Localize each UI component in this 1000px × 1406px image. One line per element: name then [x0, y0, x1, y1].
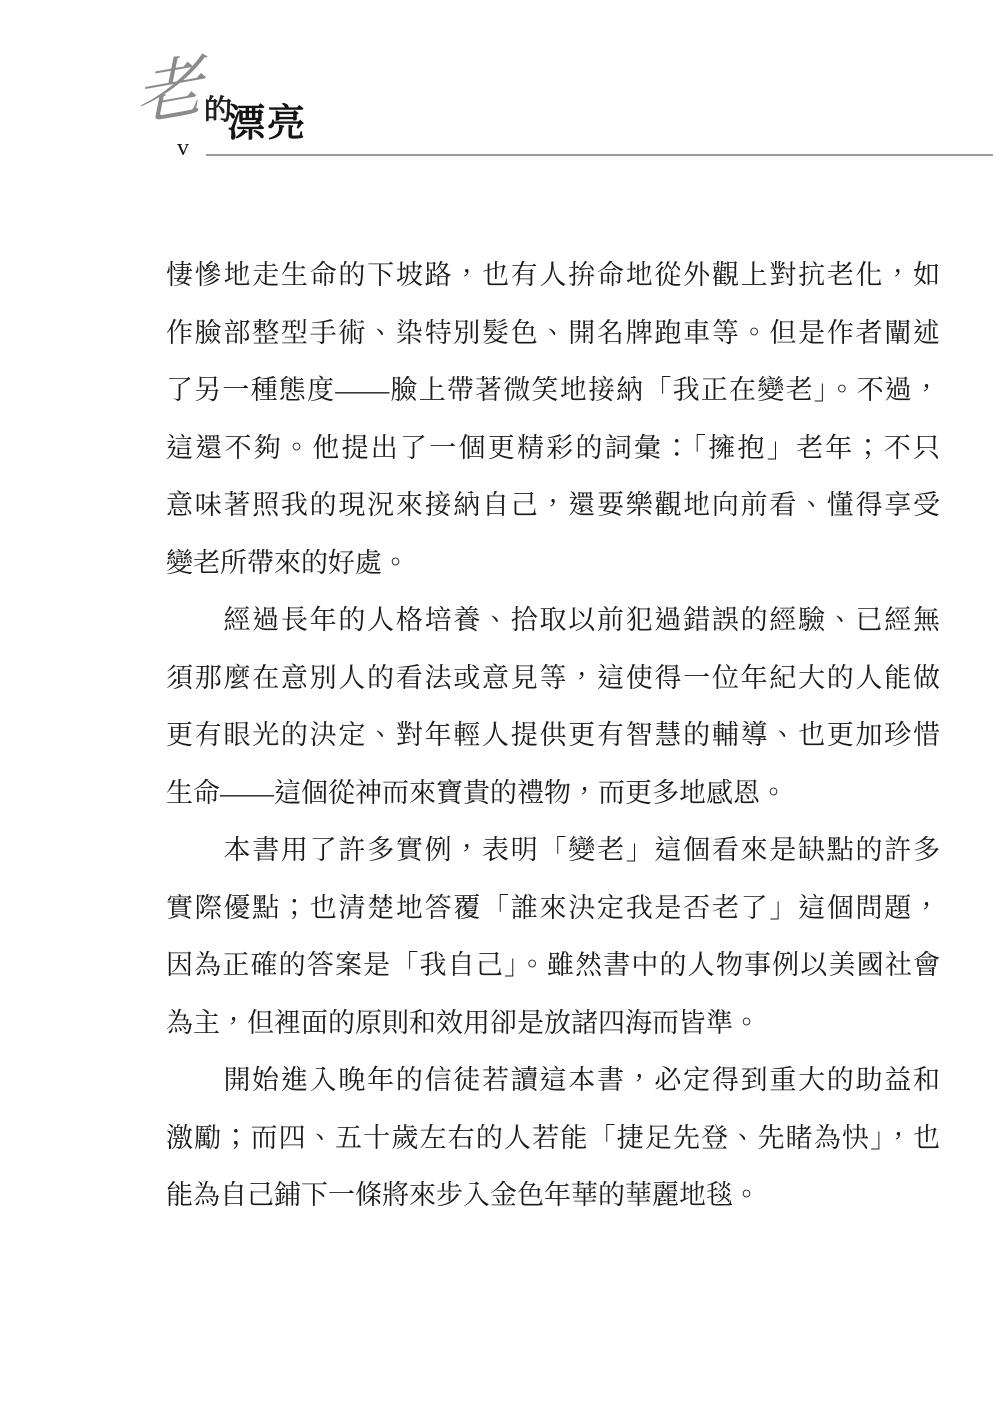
logo-title-text: 漂亮 — [227, 103, 308, 145]
text-line: 作臉部整型手術、染特別髮色、開名牌跑車等。但是作者闡述 — [166, 317, 940, 348]
text-line: 經過長年的人格培養、拾取以前犯過錯誤的經驗、已經無 — [166, 605, 940, 635]
text-line: 須那麼在意別人的看法或意見等，這使得一位年紀大的人能做 — [166, 662, 940, 693]
text-line: 變老所帶來的好處。 — [166, 547, 409, 578]
text-line: 能為自己鋪下一條將來步入金色年華的華麗地毯。 — [166, 1180, 760, 1210]
logo-de-char: 的 — [204, 95, 233, 126]
text-line: 為主，但裡面的原則和效用卻是放諸四海而皆準。 — [166, 1007, 760, 1038]
text-line: 意味著照我的現況來接納自己，還要樂觀地向前看、懂得享受 — [166, 490, 940, 520]
logo-calligraphy-lao: 老 — [133, 47, 203, 137]
text-line: 激勵；而四、五十歲左右的人若能「捷足先登、先睹為快」，也 — [166, 1122, 940, 1153]
paragraph — [166, 247, 940, 592]
text-line: 生命——這個從神而來寶貴的禮物，而更多地感恩。 — [166, 777, 787, 808]
text-line: 本書用了許多實例，表明「變老」這個看來是缺點的許多 — [166, 835, 940, 865]
body-text — [166, 247, 940, 1225]
paragraph — [166, 822, 940, 1052]
paragraph — [166, 1052, 940, 1225]
text-line: 開始進入晚年的信徒若讀這本書，必定得到重大的助益和 — [166, 1065, 940, 1095]
text-line: 實際優點；也清楚地答覆「誰來決定我是否老了」這個問題， — [166, 892, 940, 923]
page-number: v — [177, 135, 189, 161]
text-line: 這還不夠。他提出了一個更精彩的詞彙：「擁抱」老年；不只 — [166, 432, 940, 463]
text-line: 了另一種態度——臉上帶著微笑地接納「我正在變老」。不過， — [166, 375, 940, 405]
text-line: 悽慘地走生命的下坡路，也有人拚命地從外觀上對抗老化，如 — [166, 260, 940, 290]
text-line: 因為正確的答案是「我自己」。雖然書中的人物事例以美國社會 — [166, 950, 940, 980]
text-line: 更有眼光的決定、對年輕人提供更有智慧的輔導、也更加珍惜 — [166, 720, 940, 750]
header-rule — [206, 154, 993, 156]
paragraph — [166, 592, 940, 822]
